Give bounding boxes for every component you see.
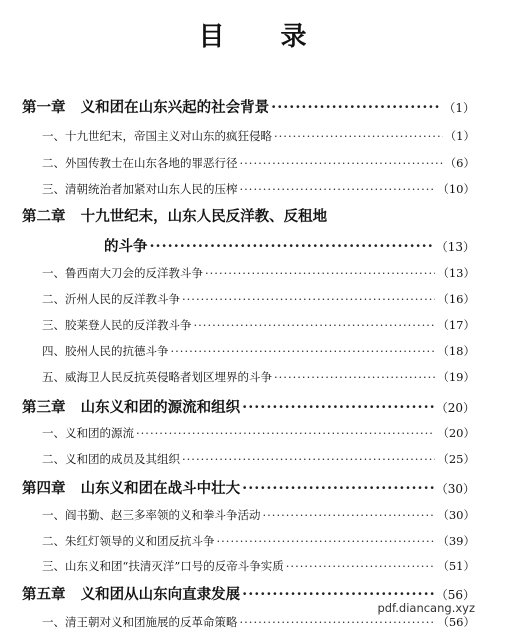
page-number: （10） (437, 182, 475, 196)
chapter-number: 第一章 (22, 99, 66, 116)
section-title: 一、十九世纪末，帝国主义对山东的疯狂侵略 (42, 129, 272, 143)
section-title: 二、外国传教士在山东各地的罪恶行径 (42, 156, 238, 170)
page-number: （1） (443, 101, 475, 115)
page-number: （16） (437, 292, 475, 306)
leader-dots (240, 182, 436, 196)
leader-dots (182, 452, 435, 466)
page-number: （20） (435, 401, 475, 415)
page-number: （56） (437, 615, 475, 629)
page-number: （39） (437, 534, 475, 548)
leader-dots (274, 370, 435, 384)
page-number: （18） (437, 344, 475, 358)
leader-dots (150, 238, 434, 255)
leader-dots (182, 292, 435, 306)
chapter-number: 第三章 (22, 399, 66, 416)
section-title: 二、义和团的成员及其组织 (42, 452, 180, 466)
section-title: 一、鲁西南大刀会的反洋教斗争 (42, 266, 203, 280)
page-number: （13） (437, 266, 475, 280)
chapter-title: 十九世纪末，山东人民反洋教、反租地 (80, 208, 328, 225)
page-number: （30） (435, 482, 475, 496)
leader-dots (286, 559, 436, 573)
chapter-title-continued: 的斗争 (104, 238, 148, 255)
page-number: （56） (435, 588, 475, 602)
section-title: 三、清朝统治者加紧对山东人民的压榨 (42, 182, 238, 196)
section-title: 一、义和团的源流 (42, 426, 134, 440)
page-number: （1） (444, 129, 475, 143)
leader-dots (171, 344, 436, 358)
chapter-number: 第四章 (22, 480, 66, 497)
section-title: 四、胶州人民的抗德斗争 (42, 344, 169, 358)
chapter-title: 义和团从山东向直隶发展 (80, 586, 241, 603)
page-number: （51） (437, 559, 475, 573)
title-char-2: 录 (280, 22, 307, 52)
section-title: 二、朱红灯领导的义和团反抗斗争 (42, 534, 215, 548)
leader-dots (194, 318, 436, 332)
leader-dots (271, 99, 441, 116)
page-number: （13） (435, 240, 475, 254)
page-number: （17） (437, 318, 475, 332)
chapter-title: 山东义和团的源流和组织 (80, 399, 241, 416)
section-title: 五、威海卫人民反抗英侵略者划区埋界的斗争 (42, 370, 272, 384)
page-number: （19） (437, 370, 475, 384)
page-number: （25） (437, 452, 475, 466)
leader-dots (205, 266, 435, 280)
leader-dots (242, 399, 434, 416)
watermark: pdf.diancang.xyz (377, 601, 475, 615)
chapter-title: 山东义和团在战斗中壮大 (80, 480, 241, 497)
page-number: （30） (437, 508, 475, 522)
leader-dots (263, 508, 436, 522)
section-title: 三、胶莱登人民的反洋教斗争 (42, 318, 192, 332)
chapter-number: 第二章 (22, 208, 66, 225)
leader-dots (240, 615, 436, 629)
page-number: （6） (444, 156, 475, 170)
title-char-1: 目 (198, 22, 225, 52)
leader-dots (242, 480, 434, 497)
page-number: （20） (437, 426, 475, 440)
chapter-number: 第五章 (22, 586, 66, 603)
leader-dots (274, 129, 443, 143)
page-title (0, 16, 505, 53)
chapter-title: 义和团在山东兴起的社会背景 (80, 99, 270, 116)
section-title: 二、沂州人民的反洋教斗争 (42, 292, 180, 306)
section-title: 一、清王朝对义和团施展的反革命策略 (42, 615, 238, 629)
leader-dots (240, 156, 443, 170)
section-title: 三、山东义和团“扶清灭洋”口号的反帝斗争实质 (42, 559, 284, 573)
section-title: 一、阎书勤、赵三多率领的义和拳斗争活动 (42, 508, 261, 522)
leader-dots (217, 534, 436, 548)
leader-dots (136, 426, 435, 440)
